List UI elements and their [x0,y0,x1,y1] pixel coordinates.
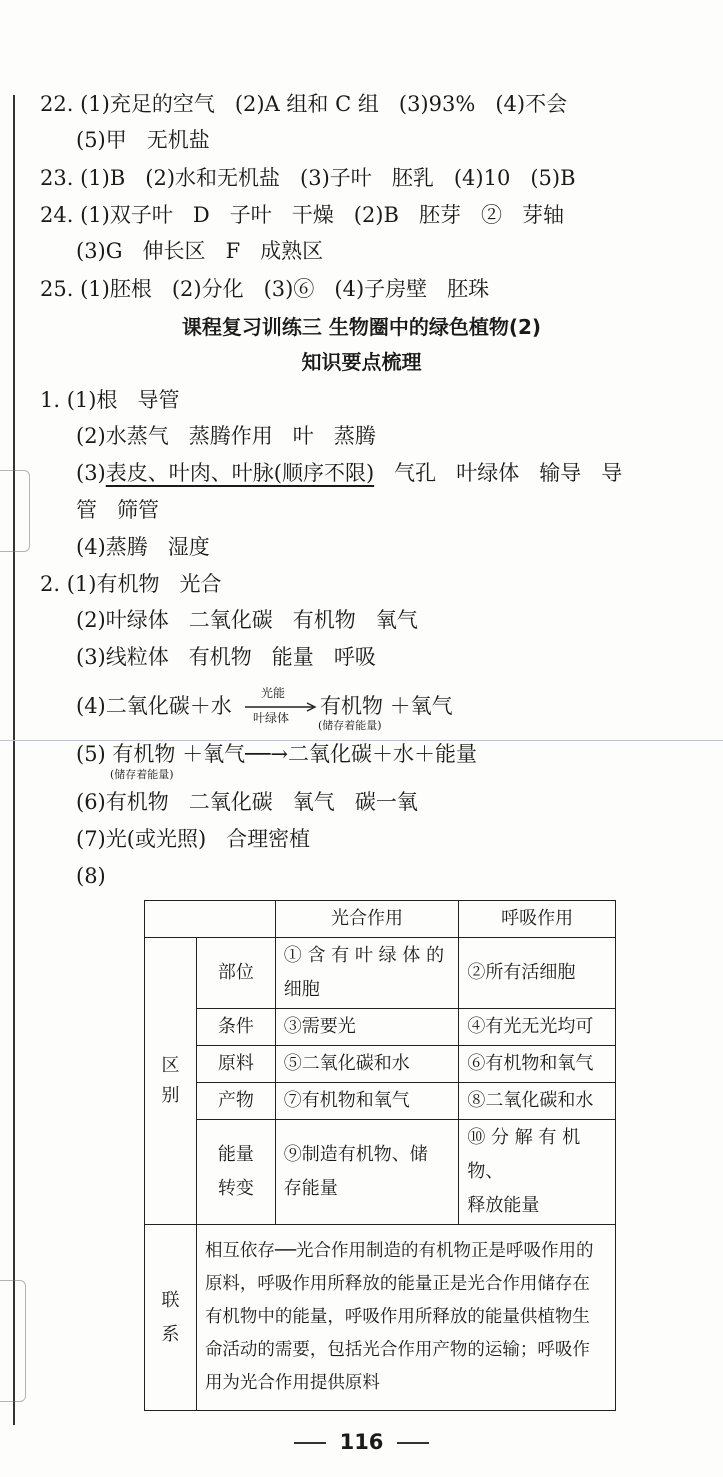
point-1-3-prefix: (3) [76,461,106,485]
pencil-scribble [0,470,30,552]
table-row [145,1009,616,1046]
header-respiration: 呼吸作用 [459,901,616,938]
link-text: 相互依存──光合作用制造的有机物正是呼吸作用的原料，呼吸作用所释放的能量正是光合作用储存在有机物中的能量，呼吸作用所释放的能量供植物生命活动的需要，包括光合作用产物的运输；呼吸作用为光合作用提供原料 [196,1225,615,1411]
row-label: 能量 转变 [196,1120,275,1225]
point-1-3-rest: 气孔 叶绿体 输导 导 [374,461,623,485]
reaction-arrow [245,686,319,726]
energy-note-2: (储存着能量) [110,768,174,781]
row-label: 部位 [196,938,275,1009]
row-label: 条件 [196,1009,275,1046]
cell-respiration: ④有光无光均可 [459,1009,616,1046]
answer-22-line1: 22. (1)充足的空气 (2)A 组和 C 组 (3)93% (4)不会 [40,92,568,116]
cell-respiration: ②所有活细胞 [459,938,616,1009]
group-label-difference: 区 别 [145,938,197,1225]
point-2-1: 2. (1)有机物 光合 [40,572,222,596]
section-title: 课程复习训练三 生物圈中的绿色植物(2) [181,315,542,339]
cell-photosynthesis: ⑦有机物和氧气 [275,1083,459,1120]
answer-23: 23. (1)B (2)水和无机盐 (3)子叶 胚乳 (4)10 (5)B [40,166,576,190]
point-1-3-underlined: 表皮、叶肉、叶脉(顺序不限) [105,461,375,485]
table-row [145,1120,616,1225]
answer-22-line2: (5)甲 无机盐 [76,128,210,152]
point-1-3-cont: 管 筛管 [76,498,160,522]
answer-24-line1: 24. (1)双子叶 D 子叶 干燥 (2)B 胚芽 ② 芽轴 [40,203,565,227]
header-photosynthesis: 光合作用 [275,901,459,938]
page-footer [0,1430,723,1454]
cell-respiration: ⑧二氧化碳和水 [459,1083,616,1120]
table-row [145,938,616,1009]
table-row-link [145,1225,616,1411]
point-2-7: (7)光(或光照) 合理密植 [76,827,311,851]
point-1-4: (4)蒸腾 湿度 [76,535,210,559]
point-1-1: 1. (1)根 导管 [40,388,180,412]
link-label: 联系 [145,1225,197,1411]
arrow-condition-top: 光能 [261,686,286,700]
arrow-condition-bottom: 叶绿体 [253,711,290,725]
point-2-2: (2)叶绿体 二氧化碳 有机物 氧气 [76,608,418,632]
cell-photosynthesis: ⑨制造有机物、储 存能量 [275,1120,459,1225]
row-label: 产物 [196,1083,275,1120]
page-number: 116 [339,1430,384,1454]
footer-dash [294,1442,326,1444]
cell-photosynthesis: ⑤二氧化碳和水 [275,1046,459,1083]
point-1-2: (2)水蒸气 蒸腾作用 叶 蒸腾 [76,424,376,448]
point-2-8: (8) [76,864,106,888]
pencil-scribble [0,1280,26,1402]
row-label: 原料 [196,1046,275,1083]
table-row [145,1083,616,1120]
cell-respiration: ⑩ 分 解 有 机 物、 释放能量 [459,1120,616,1225]
table-header-row [145,901,616,938]
section-subtitle: 知识要点梳理 [301,350,422,374]
footer-dash [397,1442,429,1444]
point-2-3: (3)线粒体 有机物 能量 呼吸 [76,645,376,669]
cell-respiration: ⑥有机物和氧气 [459,1046,616,1083]
cell-photosynthesis: ① 含 有 叶 绿 体 的 细胞 [275,938,459,1009]
table-corner [145,901,276,938]
margin-rule [13,95,15,1425]
photosynthesis-equation-left: (4)二氧化碳＋水 [76,694,232,718]
answer-25: 25. (1)胚根 (2)分化 (3)⑥ (4)子房壁 胚珠 [40,277,490,301]
comparison-table [144,900,616,1411]
point-2-6: (6)有机物 二氧化碳 氧气 碳一氧 [76,790,418,814]
cell-photosynthesis: ③需要光 [275,1009,459,1046]
photosynthesis-equation-right: 有机物 ＋氧气 [320,694,453,718]
point-1-3 [76,459,622,487]
energy-note-1: (储存着能量) [318,719,382,732]
table-row [145,1046,616,1083]
respiration-equation: (5) 有机物 ＋氧气──→二氧化碳＋水＋能量 [76,742,477,766]
answer-24-line2: (3)G 伸长区 F 成熟区 [76,239,324,263]
